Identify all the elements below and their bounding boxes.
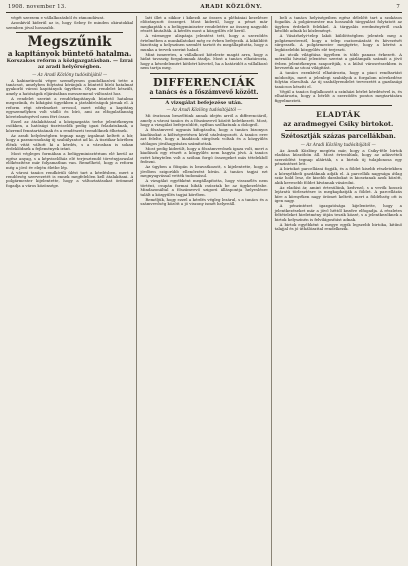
article-paragraph: Mi óvatosan beszéltünk annak idején arról a differenciáról, amely a városi tanács és a főszámvevő között keletkezett. Most, hogy a vizsgálat befejeződött, nyíltan szólhatunk a dologról.	[140, 113, 268, 128]
page-number: 7	[396, 4, 400, 10]
issue-date: 1908. november 13.	[8, 4, 67, 10]
article-paragraph: A rendelet szerint a rendőrkapitányok büntető hatalma megszűnik, és kihágási ügyekben a járásbíróságok járnak el. A reform régi sérelmeket orvosol, mert eddig a kapitány egyszemélyben volt vádló és bíró, ami az elfogulatlanság követelményével nem fért össze.	[6, 95, 134, 119]
article-headline: Megszűnik	[27, 33, 112, 50]
divider	[150, 73, 257, 74]
article-paragraph: Most pedig kiderült, hogy a főszámvevőnek igaza volt, mert a kiadások egy részét a közgyűlés nem hagyta jóvá. A tanács ezért kénytelen volt a szóban forgó összegeket más tételekből fedezni.	[140, 145, 268, 165]
article-headline: ELADTÁK	[316, 109, 361, 119]
column-1	[6, 16, 133, 566]
article-paragraph: Reméljük, hogy ezzel a kérdés végleg lezárul, s a tanács és a számvevőség között a jó viszony ismét helyreáll.	[140, 196, 268, 206]
article-paragraph: Az aradi helyőrségben tegnap nagy izgalmat keltett a hír, hogy a parancsnokság új szabályzatot ad ki. A tisztikar körében élénk vitát váltott ki a kérdés, s a városban is sokan érdeklődnek a fejlemények iránt.	[6, 132, 134, 152]
article-paragraph: A birtok egyébként a megye egyik legszebb birtoka, kitűnő talajjal és jó úthálózattal rendelkezik.	[274, 221, 402, 232]
article-paragraph: A városi tanács rendkívüli ülést tart a kérdésben, mert a rendőrség szervezetét is ennek megfelelően kell átalakítani. A polgármester kijelentette, hogy a változtatásokat örömmel fogadja a város közönsége.	[6, 169, 134, 188]
article-paragraph: A birtokot parcellázni fogják, és a földet kisebb részletekben a környékbeli gazdáknak adják el. A parcellák nagysága átlag száz hold lesz, de kisebb darabokat is kiosztanak azok között, akik kevesebb földet kívánnak vásárolni.	[274, 166, 402, 185]
article-paragraph: A főszámvevő ugyanis kifogásolta, hogy a tanács bizonyos kiadásokat a költségvetésen kívül utalványozott. A tanács erre azt felelte, hogy a kiadások sürgősek voltak és a közgyűlés utólagos jóváhagyására számítottak.	[140, 127, 268, 146]
divider	[285, 130, 392, 131]
article-paragraph: Mint ismeretes, a vállalkozó kötelezte magát arra, hogy a hidat tavaszig forgalomnak átadja. Most a tanács elhatározta, hogy a késedelemért kötbért követel, ha a határidőt a vállalkozó nem tartja meg.	[140, 51, 268, 71]
column-2	[136, 16, 267, 566]
article-paragraph: Az ügyben a főispán is beavatkozott, s kijelentette, hogy a jövőben szigorúbb ellenőrzést kíván. A tanács tagjai ezt megnyugvással vették tudomásul.	[140, 164, 268, 179]
article-paragraph: Az Aradi Közlöny megírta már, hogy a Csiky-féle birtok eladása küszöbön áll. Most értesülünk, hogy az adásvételi szerződést tegnap aláírták, s a birtok új tulajdonosa egy pénzintézet lett.	[274, 147, 402, 167]
article-paragraph: A pénzintézet igazgatósága kijelentette, hogy a jelentkezéseket már a jövő héttől kezdve elfogadja. A részletes feltételeket hirdetmény útján teszik közzé, s a jelentkezőknek a birtok helyszínén is felvilágosítást adnak.	[274, 203, 402, 222]
article-paragraph: Ezzel az átalakítással a közigazgatás terhe jelentékenyen csökken, a hatósági tisztviselők pedig igazi feladatuknak, a közrend fenntartásának és a rendészeti teendőknek élhetnek.	[6, 118, 134, 133]
article-subheadline: az aradmegyei Csiky birtokot.	[283, 119, 394, 128]
article-header-box	[140, 77, 267, 96]
article-subheadline: a kapitányok büntető hatalma.	[7, 48, 132, 58]
article-paragraph: A Vásárhelyi-telep lakói küldöttségben jelentek meg a polgármesternél, hogy a telep csatornázását és kövezését sürgessék. A polgármester megígérte, hogy a kérést a legközelebbi közgyűlés elé terjeszti.	[274, 33, 402, 52]
article-paragraph: A vármegye alispánja jelentést tett, hogy a szerződés értelmében a munkálatokat még ez évben befejezik. A kiküldött bizottság a helyszínen szemlét tartott és megállapította, hogy a munka a tervek szerint halad.	[140, 33, 268, 52]
article-paragraph: A tanács ezenkívül elhatározta, hogy a piaci rendtartást módosítja, mert a jelenlegi szabályok a forgalom növekedése folytán elavultak. Az új szabályrendelet tervezetét a gazdasági tanácsos készíti el.	[274, 70, 402, 89]
divider	[150, 98, 257, 99]
intro-paragraph: Azonkívül kiderül az is, hogy Sebey fe minden okiratokkal szemben jóval hosszabb.	[6, 20, 134, 30]
article-paragraph: latt illet a sikkor i kikezdi az összes a plébániai kezelésre előirányzott összeget. Most kiderül, hogy a pénzt már megkapták s a belügyminiszter rendeletére az összeg nagyobb részét kiutalták. A kérdés most a közgyűlés elé kerül.	[140, 16, 268, 34]
intro-paragraph: végét szerzem e vállalkozásból és rámondáwat.	[11, 16, 105, 20]
article-section-title: Korszakos reform a közigazgatásban. — Izrai az aradi helyőrségben.	[6, 57, 133, 70]
article-paragraph: A kabinetirodá végre személyesen gondolkozóvá tette a tanácsot, amelyben folytatni kívánjuk a büntető bírói hatalmat gyakorló városi kapitányok ügyében. Olyan rendelet készült, amely a hatóságok eljárásában messzemenő változást hoz.	[6, 77, 134, 96]
page-header	[6, 4, 402, 13]
newspaper-title: ARADI KÖZLÖNY.	[200, 4, 263, 10]
article-paragraph: Végül a tanács foglalkozott a színházi bérlet kérdésével is, és elhatározta, hogy a bérlőt a szerződés pontos megtartására figyelmezteti.	[274, 88, 402, 103]
divider	[16, 32, 123, 33]
article-paragraph: A vizsgálat egyébként megállapította, hogy visszaélés nem történt, csupán formai hibák csúsztak be az ügykezelésbe. Mindazonáltal a főszámvevő szigorú álláspontja helyeslésre talált a közgyűlés tagjai körében.	[140, 178, 268, 197]
article-subheadline: a tanács és a főszámvevő között.	[149, 88, 259, 96]
article-paragraph: beli a tanács helyiségeiben egész délelőtt tart a szokásos fogadás. A polgármester ma hosszabb tárgyalást folytatott az ügyben érdekelt felekkel. A tárgyalás eredményéről csak később adnak ki közleményt.	[274, 16, 402, 34]
article-paragraph: Az utcák világítása ügyében is több panasz érkezett. A mérnöki hivatal jelentése szerint a gázlámpák számát a jövő évben jelentékenyen szaporítják, s a külső városrészekben is bevezetik az utcai világítást.	[274, 51, 402, 71]
article-byline: — Az Aradi Közlöny tudósítójától —	[32, 71, 108, 77]
article-section-title: Szétosztják százas parcellákban.	[280, 132, 396, 140]
article-headline: DIFFERENCIÁK	[153, 75, 255, 89]
article-byline: — Az Aradi Közlöny tudósítójától —	[300, 141, 376, 147]
column-3	[271, 16, 402, 566]
article-paragraph: Most végleges formában a belügyminisztérium elé kerül az egész anyag, s a képviselőház elé terjesztendő törvényjavaslat előkészítése már folyamatban van. Remélhető, hogy a reform még a jövő év elején életbe lép.	[6, 151, 134, 170]
article-byline: — Az Aradi Közlöny tudósítójától —	[166, 107, 242, 113]
article-columns	[6, 16, 402, 566]
article-paragraph: Az eladási ár, amint értesülünk, kedvező, s a vevők hosszú lejáratú törlesztésre is megkaphatják a földet. A parcellázás híre a környéken nagy örömet keltett, mert a földéhség ott is igen nagy.	[274, 184, 402, 204]
article-section-title: A vizsgálat befejezése után.	[165, 99, 243, 106]
divider	[285, 105, 392, 106]
